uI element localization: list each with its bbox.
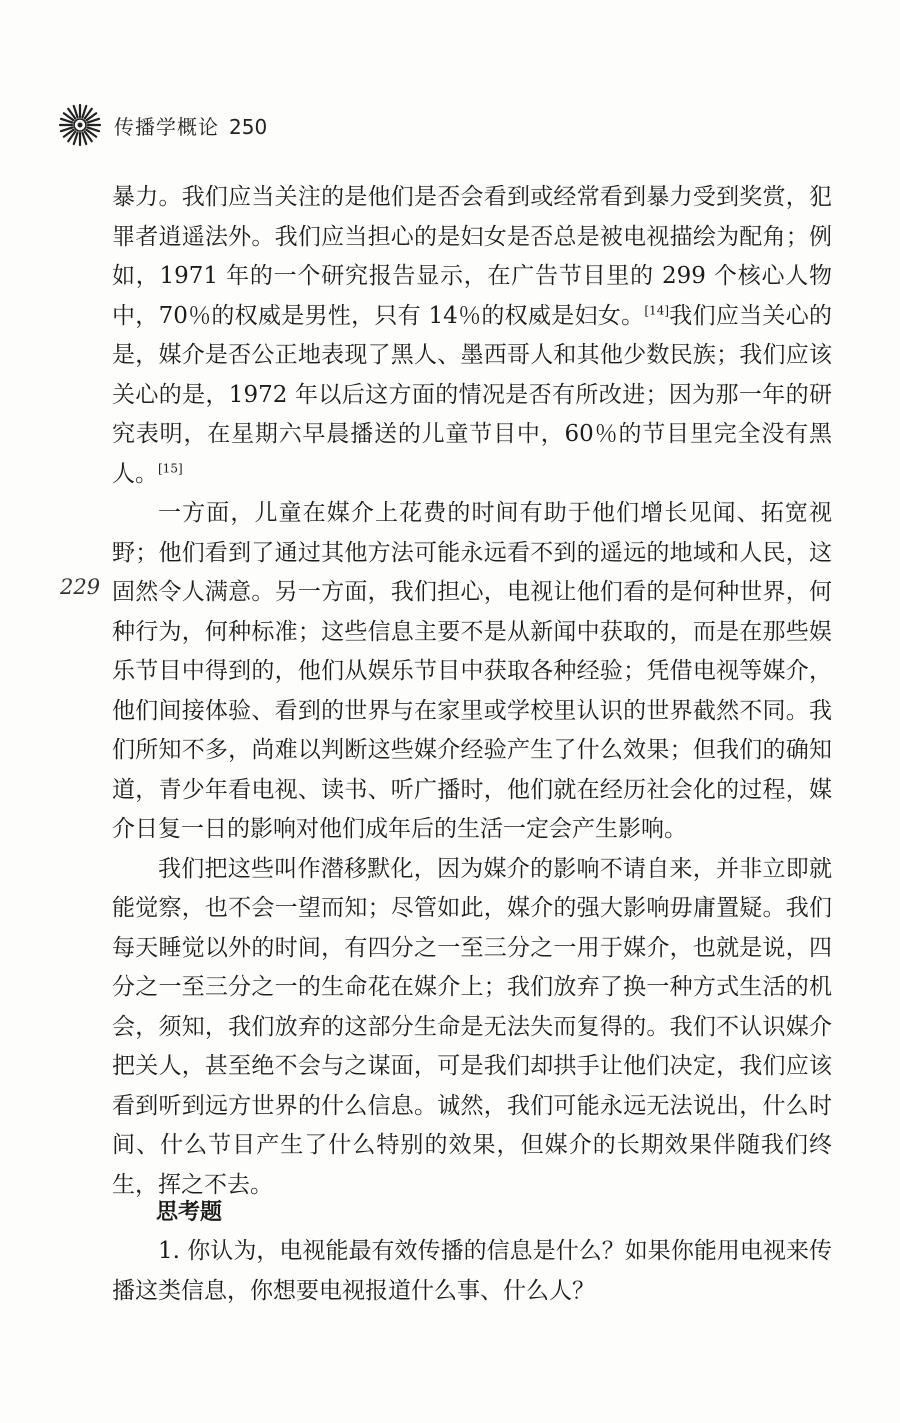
wheel-emblem-icon <box>58 103 102 147</box>
body-text <box>112 178 832 1205</box>
running-header <box>58 103 267 147</box>
paragraph-1-text-b: 我们应当关心的是，媒介是否公正地表现了黑人、墨西哥人和其他少数民族；我们应该关心的是，1972 年以后这方面的情况是否有所改进；因为那一年的研究表明，在星期六早晨播送的儿童节目中，60％的节目里完全没有黑人。 <box>112 302 832 487</box>
paragraph-2: 一方面，儿童在媒介上花费的时间有助于他们增长见闻、拓宽视野；他们看到了通过其他方法可能永远看不到的遥远的地域和人民，这固然令人满意。另一方面，我们担心，电视让他们看的是何种世界，何种行为，何种标准；这些信息主要不是从新闻中获取的，而是在那些娱乐节目中得到的，他们从娱乐节目中获取各种经验；凭借电视等媒介，他们间接体验、看到的世界与在家里或学校里认识的世界截然不同。我们所知不多，尚难以判断这些媒介经验产生了什么效果；但我们的确知道，青少年看电视、读书、听广播时，他们就在经历社会化的过程，媒介日复一日的影响对他们成年后的生活一定会产生影响。 <box>112 500 832 842</box>
paragraph-1 <box>112 178 832 494</box>
paragraph-3: 我们把这些叫作潜移默化，因为媒介的影响不请自来，并非立即就能觉察，也不会一望而知；尽管如此，媒介的强大影响毋庸置疑。我们每天睡觉以外的时间，有四分之一至三分之一用于媒介，也就是说，四分之一至三分之一的生命花在媒介上；我们放弃了换一种方式生活的机会，须知，我们放弃的这部分生命是无法失而复得的。我们不认识媒介把关人，甚至绝不会与之谋面，可是我们却拱手让他们决定，我们应该看到听到远方世界的什么信息。诚然，我们可能永远无法说出，什么时间、什么节目产生了什么特别的效果，但媒介的长期效果伴随我们终生，挥之不去。 <box>112 855 832 1198</box>
question-1: 1. 你认为，电视能最有效传播的信息是什么？如果你能用电视来传播这类信息，你想要电视报道什么事、什么人？ <box>112 1238 832 1304</box>
margin-page-number: 229 <box>60 575 101 599</box>
paragraph-1-text-a: 暴力。我们应当关注的是他们是否会看到或经常看到暴力受到奖赏，犯罪者逍遥法外。我们应当担心的是妇女是否总是被电视描绘为配角；例如，1971 年的一个研究报告显示，在广告节目里的 299 个核心人物中，70％的权威是男性，只有 14％的权威是妇女。 <box>112 184 832 329</box>
section-title: 思考题 <box>156 1200 223 1225</box>
question-list <box>112 1232 832 1311</box>
footnote-ref-14[interactable]: [14] <box>644 302 670 317</box>
book-title: 传播学概论 <box>114 114 219 139</box>
footnote-ref-15[interactable]: [15] <box>158 460 183 475</box>
page-number: 250 <box>229 114 268 139</box>
header-title <box>114 111 267 140</box>
